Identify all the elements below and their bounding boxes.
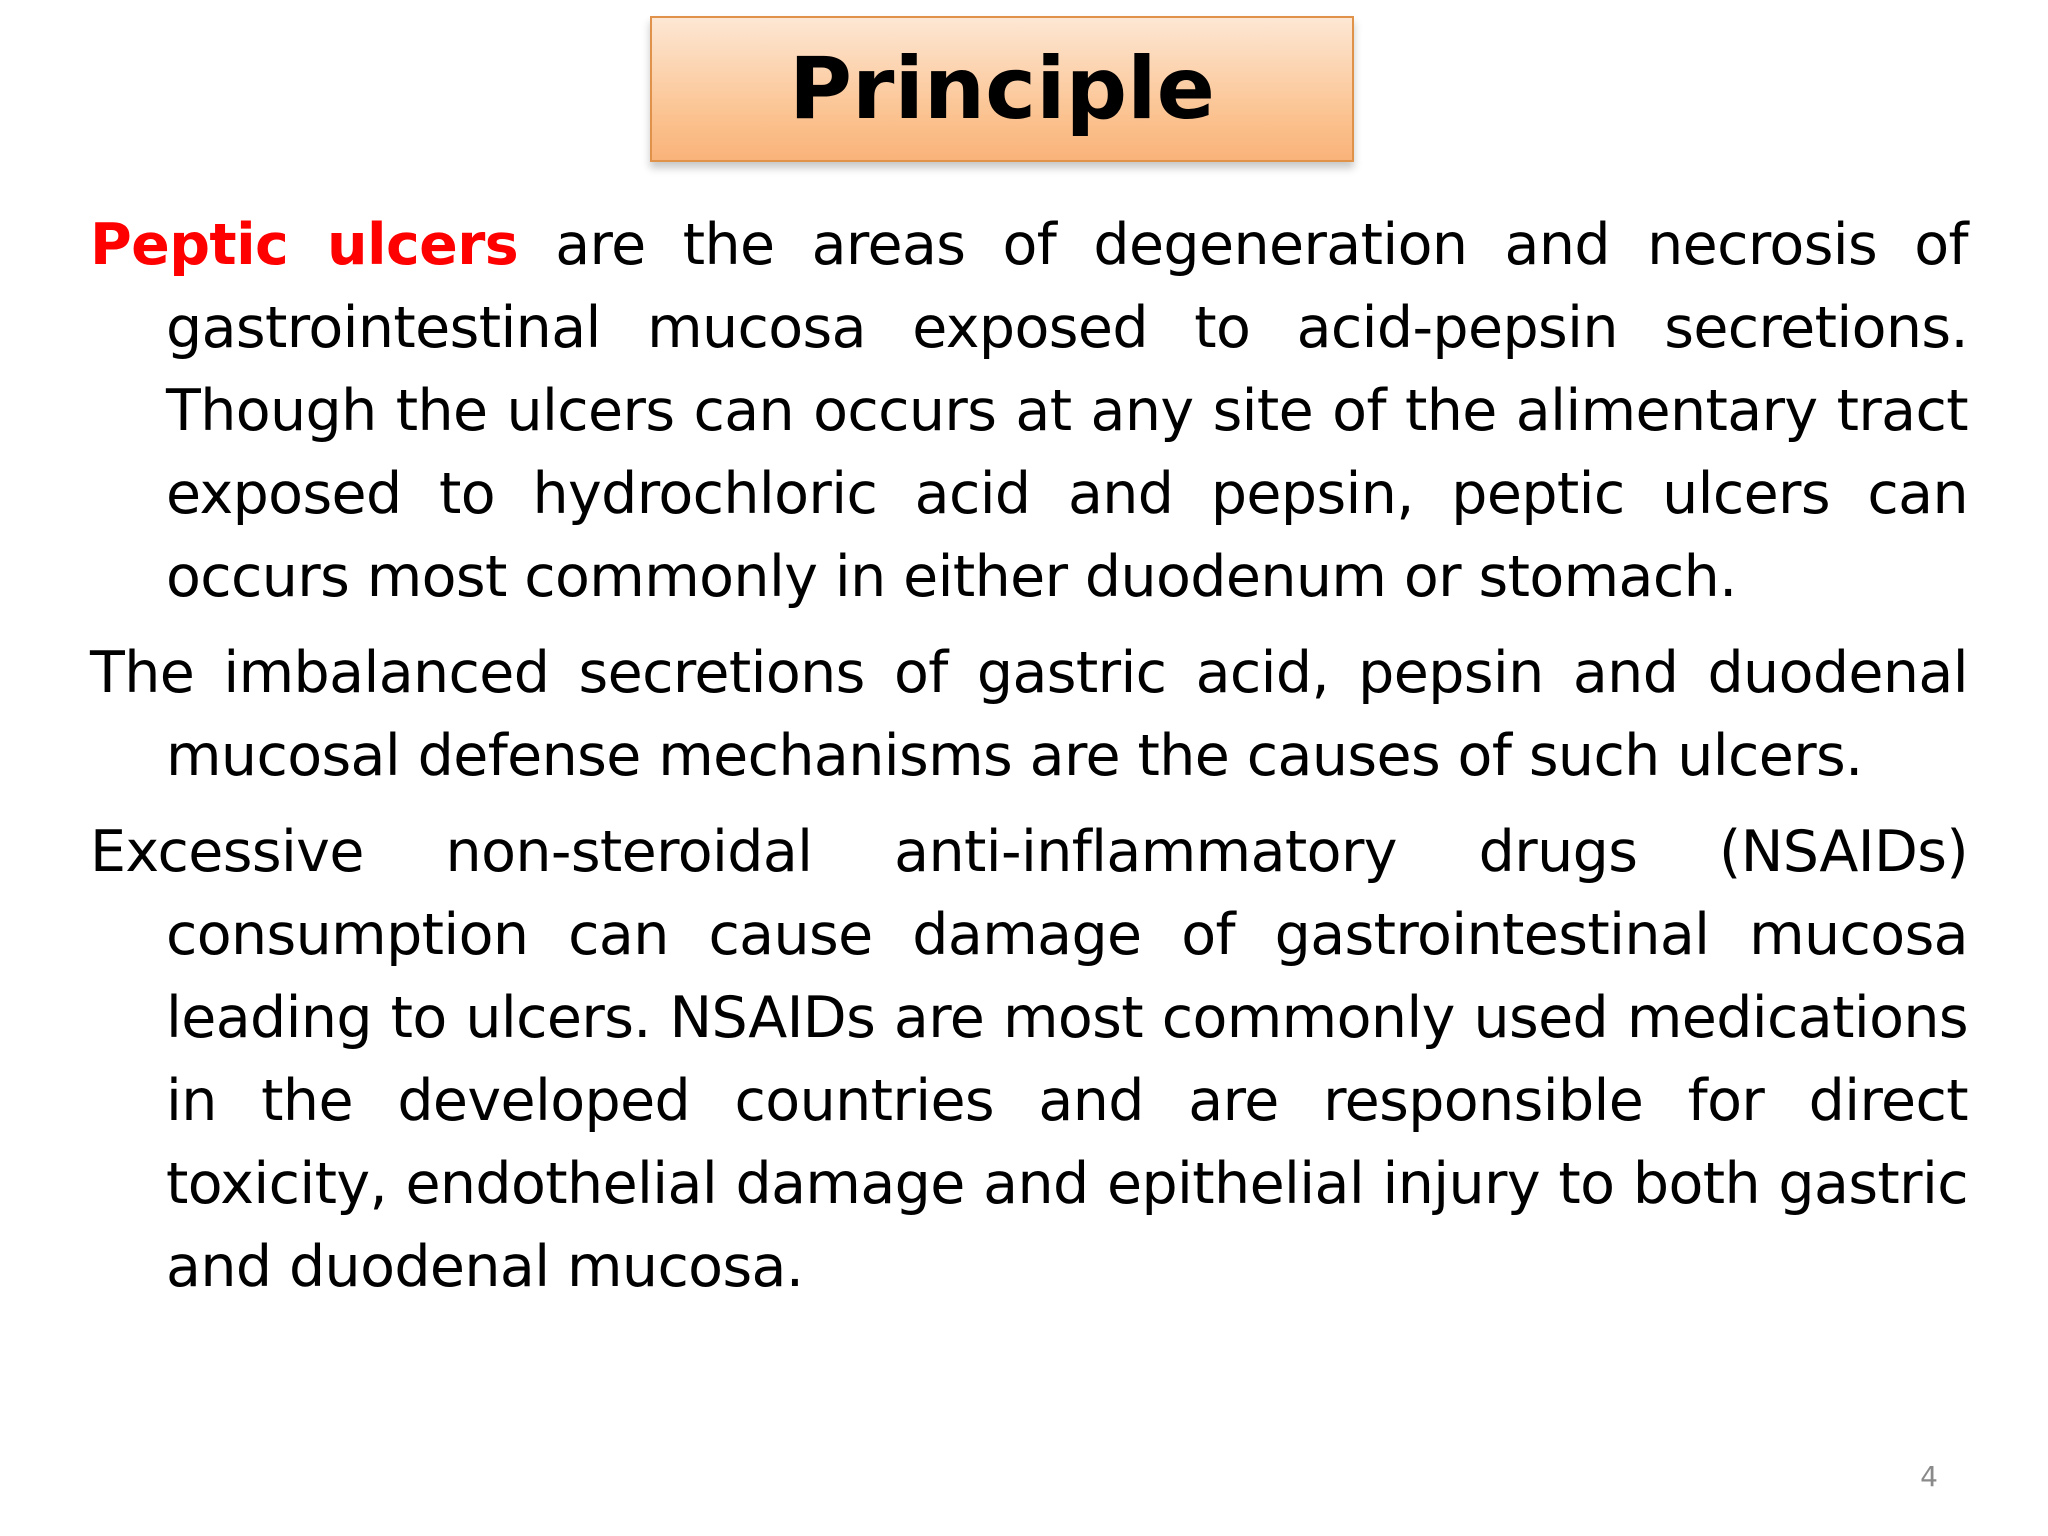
paragraph-text: Excessive non-steroidal anti-inflammatory drugs (NSAIDs) consumption can cause damage of gastrointestinal mucosa leading to ulcers. NSAIDs are most commonly used medications in the developed countries and are responsible for direct toxicity, endothelial damage and epithelial injury to both gastric and duodenal mucosa. [90,819,1968,1300]
paragraph-peptic-ulcers [90,204,1968,619]
paragraph-text: The imbalanced secretions of gastric acid, pepsin and duodenal mucosal defense mechanisms are the causes of such ulcers. [90,640,1968,789]
paragraph-imbalanced-secretions [90,632,1968,798]
slide-title: Principle [789,39,1215,139]
title-box [650,16,1354,162]
page-number: 4 [1920,1460,1938,1493]
slide-body [90,204,1968,1322]
paragraph-nsaids [90,811,1968,1309]
paragraph-text: are the areas of degeneration and necrosis of gastrointestinal mucosa exposed to acid-pepsin secretions. Though the ulcers can occurs at any site of the alimentary tract exposed to hydrochloric acid and pepsin, peptic ulcers can occurs most commonly in either duodenum or stomach. [166,212,1968,610]
highlighted-term: Peptic ulcers [90,212,519,278]
